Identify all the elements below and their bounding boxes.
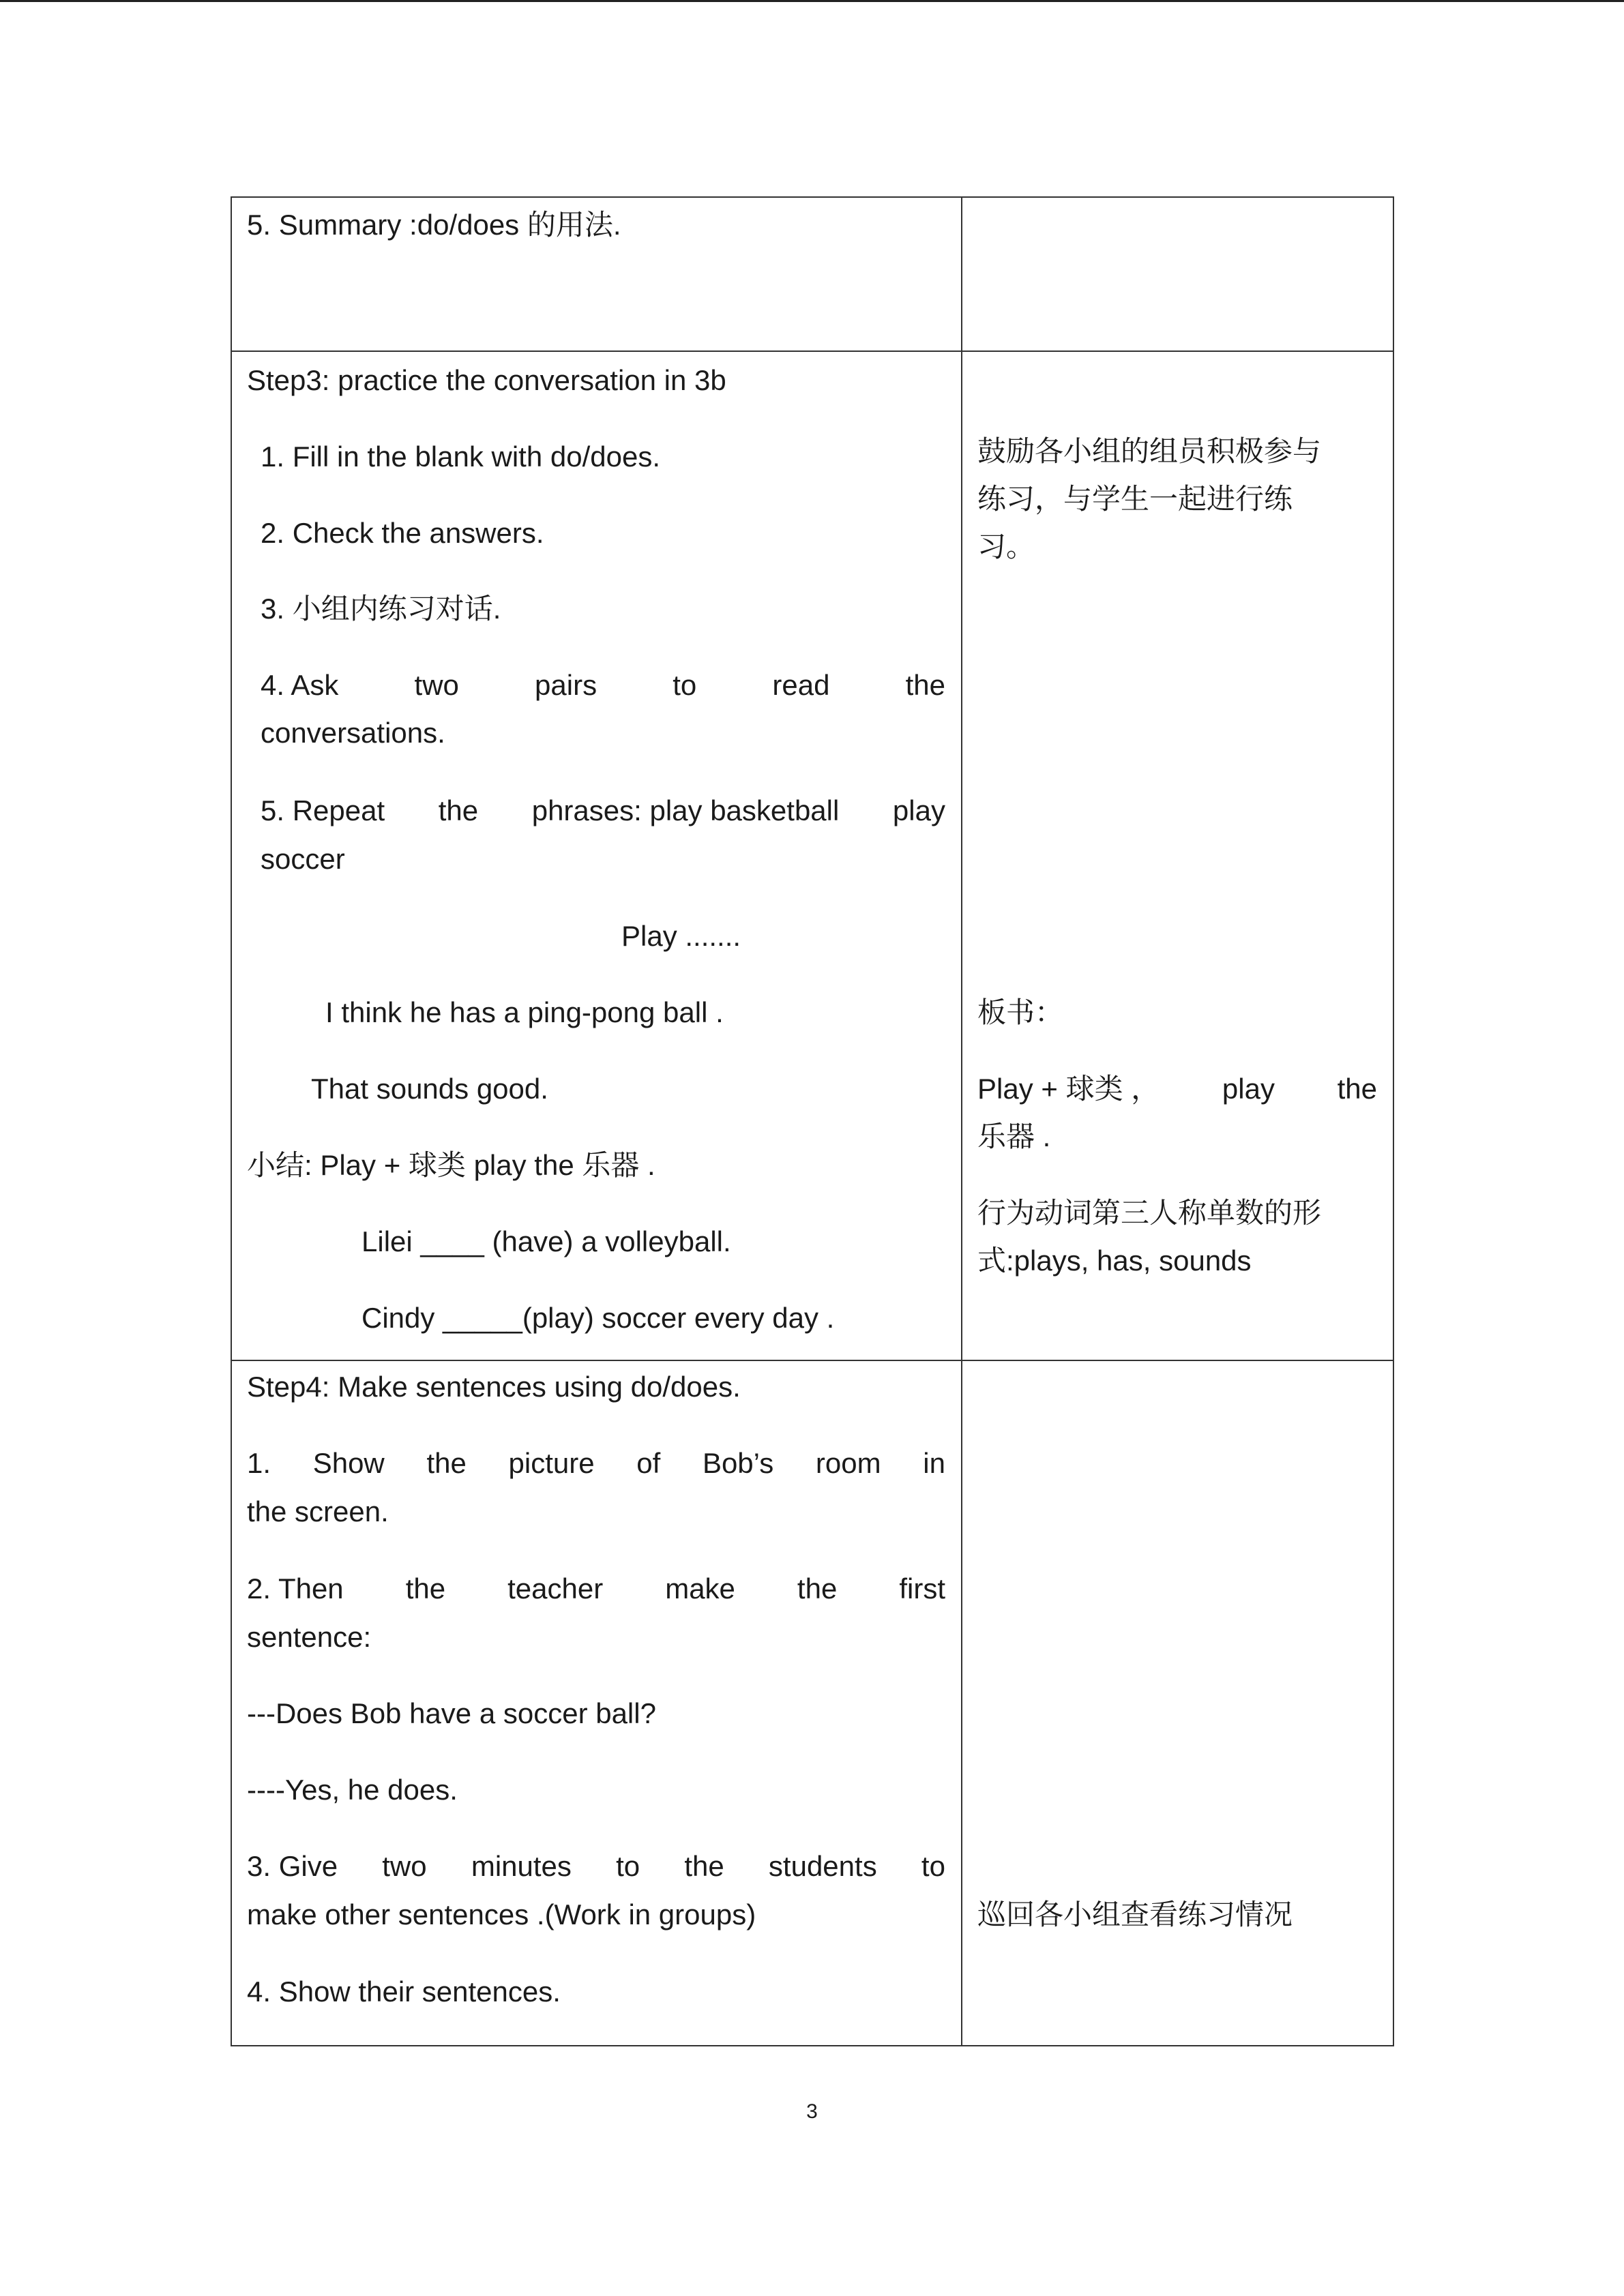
word: 4. Ask (261, 669, 339, 701)
word: picture (508, 1447, 595, 1479)
word: 3. Give (247, 1850, 338, 1882)
word: to (616, 1850, 640, 1882)
board-rule (977, 1070, 1377, 1108)
example-sentence-1: I think he has a ping-pong ball . (325, 996, 724, 1028)
step3-heading: Step3: practice the conversation in 3b (247, 364, 726, 396)
table-row-step4 (231, 1360, 1393, 2046)
word: of (636, 1447, 661, 1479)
word: Play + 球类 ， (977, 1073, 1160, 1105)
word: students (768, 1850, 877, 1882)
verb-form-line-2: 式:plays, has, sounds (977, 1244, 1252, 1277)
cell-left (231, 197, 962, 351)
dialog-answer: ----Yes, he does. (247, 1774, 458, 1806)
word: Show (312, 1447, 385, 1479)
circulate-note: 巡回各小组查看练习情况 (977, 1898, 1293, 1930)
word: the (684, 1850, 724, 1882)
cell-right (962, 1360, 1393, 2046)
verb-form-line-1: 行为动词第三人称单数的形 (977, 1197, 1322, 1229)
word: the (1337, 1073, 1377, 1105)
teacher-note-line-1: 鼓励各小组的组员积极参与 (977, 435, 1322, 467)
step3-item-5-continued: soccer (261, 843, 345, 875)
summary-line: 5. Summary :do/does 的用法. (247, 209, 621, 241)
cell-left (231, 351, 962, 1360)
word: in (923, 1447, 945, 1479)
word: the (797, 1572, 838, 1605)
word: phrases: play basketball (531, 794, 840, 826)
step4-item-3 (247, 1847, 945, 1885)
word: play (892, 794, 945, 826)
word: to (673, 669, 697, 701)
summary-rule: 小结: Play + 球类 play the 乐器 . (247, 1149, 655, 1181)
step4-heading: Step4: Make sentences using do/does. (247, 1371, 741, 1403)
word: 5. Repeat (261, 794, 385, 826)
top-border-line (0, 0, 1624, 2)
word: first (899, 1572, 945, 1605)
word: Bob’s (702, 1447, 774, 1479)
step4-item-1-continued: the screen. (247, 1495, 389, 1527)
lesson-plan-table (231, 196, 1394, 2046)
step3-item-4 (261, 666, 945, 704)
cell-right (962, 197, 1393, 351)
word: pairs (535, 669, 597, 701)
word: to (921, 1850, 945, 1882)
word: the (405, 1572, 446, 1605)
cell-right (962, 351, 1393, 1360)
table-row-step3 (231, 351, 1393, 1360)
step4-item-2 (247, 1570, 945, 1608)
teacher-note-line-3: 习。 (977, 531, 1035, 563)
board-title: 板书： (977, 996, 1064, 1028)
example-sentence-2: That sounds good. (311, 1073, 548, 1105)
dialog-question: ---Does Bob have a soccer ball? (247, 1697, 656, 1729)
word: make (665, 1572, 735, 1605)
word: read (772, 669, 830, 701)
word: the (426, 1447, 467, 1479)
step3-item-2: 2. Check the answers. (261, 517, 544, 549)
step4-item-1 (247, 1444, 945, 1482)
word: teacher (507, 1572, 604, 1605)
step3-item-3: 3. 小组内练习对话. (261, 593, 501, 625)
exercise-2: Cindy _____(play) soccer every day . (361, 1302, 835, 1334)
cell-left (231, 1360, 962, 2046)
word: the (905, 669, 945, 701)
step4-item-4: 4. Show their sentences. (247, 1976, 561, 2008)
board-rule-continued: 乐器 . (977, 1120, 1051, 1152)
word: two (414, 669, 459, 701)
table-row-summary (231, 197, 1393, 351)
page-number: 3 (806, 2100, 818, 2123)
step3-item-1: 1. Fill in the blank with do/does. (261, 441, 660, 473)
teacher-note-line-2: 练习，与学生一起进行练 (977, 483, 1293, 515)
step3-item-4-continued: conversations. (261, 717, 445, 749)
word: two (382, 1850, 427, 1882)
word: room (815, 1447, 881, 1479)
step4-item-2-continued: sentence: (247, 1621, 372, 1653)
word: 1. (247, 1447, 271, 1479)
word: the (438, 794, 479, 826)
play-line: Play ....... (621, 920, 741, 952)
step4-item-3-continued: make other sentences .(Work in groups) (247, 1898, 756, 1930)
step3-item-5 (261, 792, 945, 830)
word: minutes (471, 1850, 572, 1882)
exercise-1: Lilei ____ (have) a volleyball. (361, 1225, 731, 1257)
word: 2. Then (247, 1572, 344, 1605)
word: play (1222, 1073, 1275, 1105)
